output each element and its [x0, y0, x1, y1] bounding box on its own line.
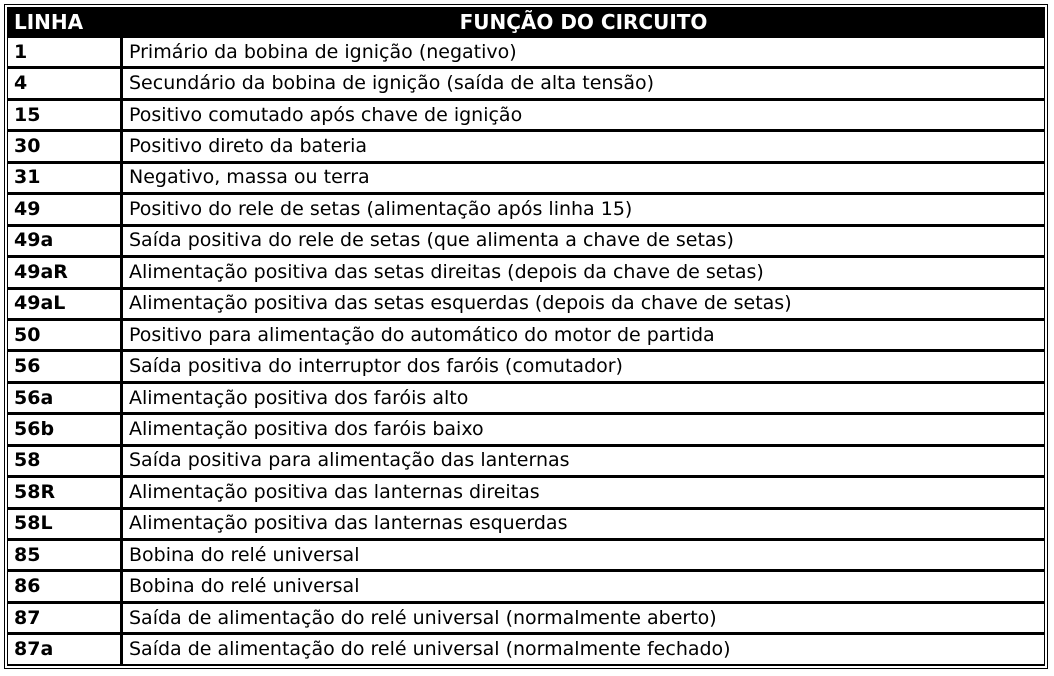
cell-linha: 4	[7, 68, 122, 99]
table-row	[7, 477, 1045, 508]
cell-linha: 1	[7, 37, 122, 68]
cell-funcao: Bobina do relé universal	[122, 571, 1045, 602]
cell-funcao: Alimentação positiva das lanternas direitas	[122, 477, 1045, 508]
cell-linha: 49a	[7, 226, 122, 257]
cell-linha: 58R	[7, 477, 122, 508]
cell-funcao: Saída positiva do interruptor dos faróis (comutador)	[122, 351, 1045, 382]
table-row	[7, 383, 1045, 414]
cell-funcao: Positivo do rele de setas (alimentação após linha 15)	[122, 194, 1045, 225]
cell-funcao: Saída positiva do rele de setas (que alimenta a chave de setas)	[122, 226, 1045, 257]
cell-funcao: Saída de alimentação do relé universal (normalmente fechado)	[122, 634, 1045, 666]
table-row	[7, 131, 1045, 162]
table-row	[7, 100, 1045, 131]
cell-linha: 31	[7, 163, 122, 194]
cell-funcao: Alimentação positiva das setas direitas (depois da chave de setas)	[122, 257, 1045, 288]
cell-funcao: Positivo para alimentação do automático do motor de partida	[122, 320, 1045, 351]
cell-linha: 85	[7, 540, 122, 571]
table-row	[7, 37, 1045, 68]
table-row	[7, 289, 1045, 320]
cell-funcao: Bobina do relé universal	[122, 540, 1045, 571]
table-body	[7, 37, 1045, 666]
cell-funcao: Saída positiva para alimentação das lanternas	[122, 446, 1045, 477]
table-row	[7, 320, 1045, 351]
cell-linha: 30	[7, 131, 122, 162]
cell-linha: 49	[7, 194, 122, 225]
table-row	[7, 540, 1045, 571]
cell-linha: 50	[7, 320, 122, 351]
table-row	[7, 446, 1045, 477]
column-header-linha: LINHA	[7, 7, 122, 37]
cell-funcao: Alimentação positiva dos faróis alto	[122, 383, 1045, 414]
cell-linha: 58L	[7, 509, 122, 540]
cell-linha: 56	[7, 351, 122, 382]
circuit-table-frame	[4, 4, 1048, 669]
cell-linha: 58	[7, 446, 122, 477]
table-row	[7, 163, 1045, 194]
table-row	[7, 257, 1045, 288]
table-row	[7, 226, 1045, 257]
circuit-table	[7, 7, 1045, 666]
table-row	[7, 414, 1045, 445]
header-row	[7, 7, 1045, 37]
table-header	[7, 7, 1045, 37]
cell-funcao: Alimentação positiva das setas esquerdas (depois da chave de setas)	[122, 289, 1045, 320]
cell-linha: 49aR	[7, 257, 122, 288]
cell-funcao: Alimentação positiva dos faróis baixo	[122, 414, 1045, 445]
table-row	[7, 194, 1045, 225]
cell-funcao: Saída de alimentação do relé universal (normalmente aberto)	[122, 603, 1045, 634]
table-row	[7, 571, 1045, 602]
cell-funcao: Positivo direto da bateria	[122, 131, 1045, 162]
table-row	[7, 603, 1045, 634]
table-row	[7, 634, 1045, 666]
cell-linha: 15	[7, 100, 122, 131]
cell-linha: 86	[7, 571, 122, 602]
cell-funcao: Positivo comutado após chave de ignição	[122, 100, 1045, 131]
cell-funcao: Alimentação positiva das lanternas esquerdas	[122, 509, 1045, 540]
cell-funcao: Primário da bobina de ignição (negativo)	[122, 37, 1045, 68]
cell-linha: 49aL	[7, 289, 122, 320]
table-row	[7, 68, 1045, 99]
table-row	[7, 351, 1045, 382]
cell-linha: 56b	[7, 414, 122, 445]
cell-linha: 56a	[7, 383, 122, 414]
cell-funcao: Secundário da bobina de ignição (saída de alta tensão)	[122, 68, 1045, 99]
cell-linha: 87	[7, 603, 122, 634]
table-row	[7, 509, 1045, 540]
cell-funcao: Negativo, massa ou terra	[122, 163, 1045, 194]
column-header-funcao: FUNÇÃO DO CIRCUITO	[122, 7, 1045, 37]
cell-linha: 87a	[7, 634, 122, 666]
